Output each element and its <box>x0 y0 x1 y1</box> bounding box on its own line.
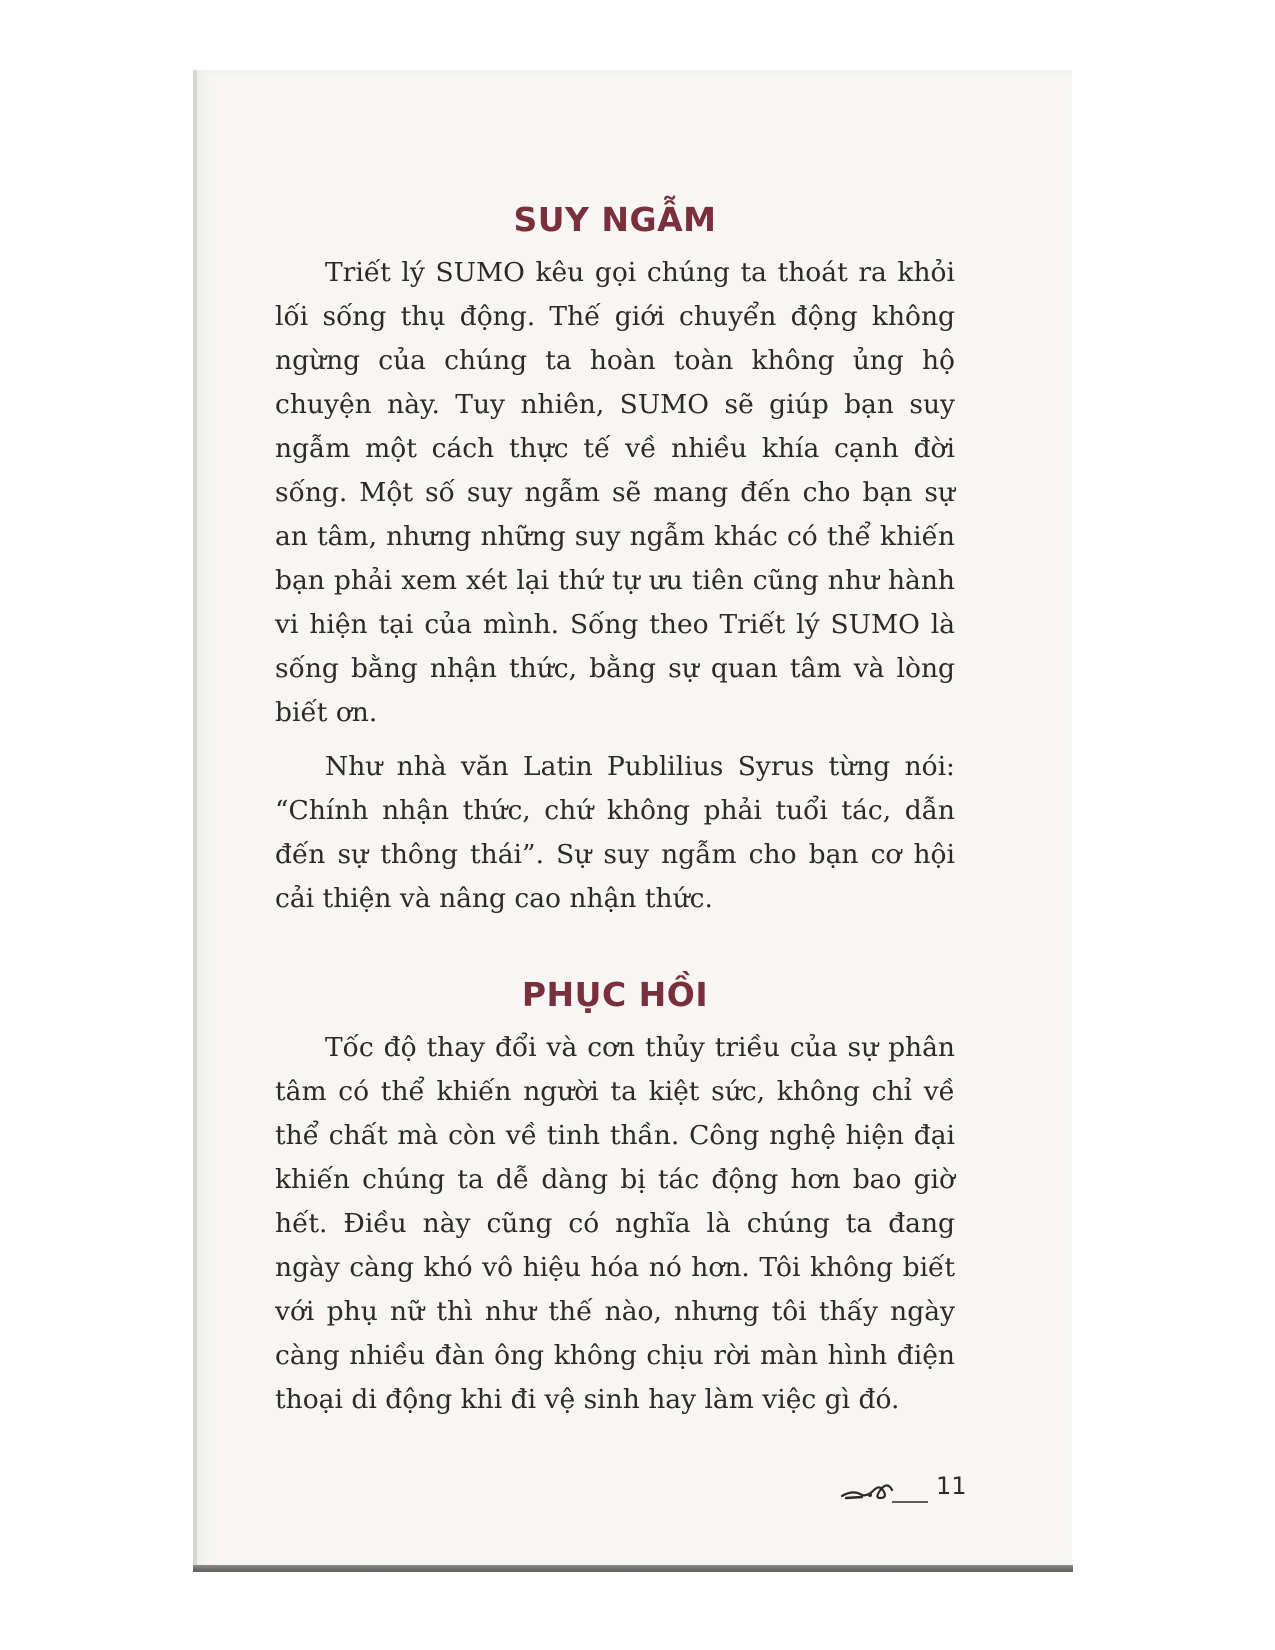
page-number: 11 <box>936 1472 967 1500</box>
page-content <box>275 200 955 1432</box>
section-heading: PHỤC HỒI <box>521 975 709 1014</box>
page-footer <box>840 1470 967 1510</box>
paragraph: Triết lý SUMO kêu gọi chúng ta thoát ra khỏi lối sống thụ động. Thế giới chuyển động không ngừng của chúng ta hoàn toàn không ủng hộ chuyện này. Tuy nhiên, SUMO sẽ giúp bạn suy ngẫm một cách thực tế về nhiều khía cạnh đời sống. Một số suy ngẫm sẽ mang đến cho bạn sự an tâm, nhưng những suy ngẫm khác có thể khiến bạn phải xem xét lại thứ tự ưu tiên cũng như hành vi hiện tại của mình. Sống theo Triết lý SUMO là sống bằng nhận thức, bằng sự quan tâm và lòng biết ơn. <box>275 257 955 728</box>
paragraph: Tốc độ thay đổi và cơn thủy triều của sự phân tâm có thể khiến người ta kiệt sức, không chỉ về thể chất mà còn về tinh thần. Công nghệ hiện đại khiến chúng ta dễ dàng bị tác động hơn bao giờ hết. Điều này cũng có nghĩa là chúng ta đang ngày càng khó vô hiệu hóa nó hơn. Tôi không biết với phụ nữ thì như thế nào, nhưng tôi thấy ngày càng nhiều đàn ông không chịu rời màn hình điện thoại di động khi đi vệ sinh hay làm việc gì đó. <box>275 1032 955 1415</box>
flourish-ornament-icon <box>840 1476 930 1506</box>
section-heading: SUY NGẪM <box>513 200 717 239</box>
section-suy-ngam <box>275 200 955 921</box>
page-bottom-edge <box>193 1565 1073 1572</box>
paragraph: Như nhà văn Latin Publilius Syrus từng nói: “Chính nhận thức, chứ không phải tuổi tác, dẫn đến sự thông thái”. Sự suy ngẫm cho bạn cơ hội cải thiện và nâng cao nhận thức. <box>275 751 955 914</box>
section-phuc-hoi <box>275 975 955 1422</box>
